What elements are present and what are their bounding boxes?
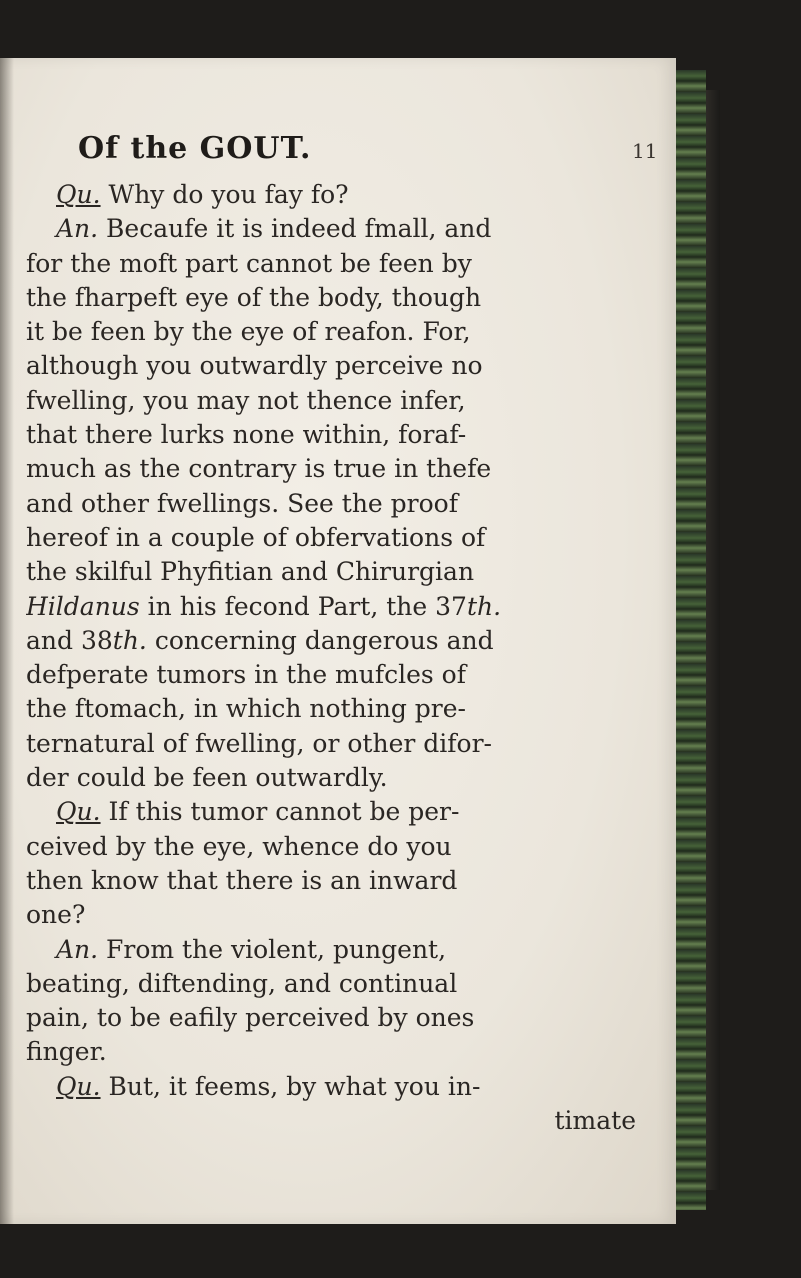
text-line: much as the contrary is true in thefe xyxy=(26,454,492,484)
text-line: the fharpeft eye of the body, though xyxy=(26,282,482,312)
ordinal-suffix: th. xyxy=(112,625,147,655)
line-text: Becaufe it is indeed fmall, and xyxy=(98,214,492,244)
text-line: for the moft part cannot be feen by xyxy=(26,248,472,278)
line-text: and 38 xyxy=(26,625,113,655)
text-line: although you outwardly perceive no xyxy=(26,351,483,381)
text-line xyxy=(26,795,666,829)
text-line: hereof in a couple of obfervations of xyxy=(26,522,486,552)
text-line: pain, to be eafily perceived by ones xyxy=(26,1003,475,1033)
speaker-label: An. xyxy=(56,934,99,964)
catchword: timate xyxy=(554,1106,636,1136)
text-line: ceived by the eye, whence do you xyxy=(26,831,452,861)
line-text: in his fecond Part, the 37 xyxy=(139,591,467,621)
book-cover-edge xyxy=(706,90,720,1190)
text-line: the ftomach, in which nothing pre- xyxy=(26,694,466,724)
text-line: ternatural of fwelling, or other difor- xyxy=(26,728,492,758)
page-header xyxy=(0,131,676,175)
text-line: one? xyxy=(26,900,86,930)
text-line: finger. xyxy=(26,1037,107,1067)
text-line xyxy=(26,212,666,246)
line-text: concerning dangerous and xyxy=(146,625,494,655)
line-text: Why do you fay fo? xyxy=(100,180,349,209)
text-line xyxy=(26,178,666,212)
ordinal-suffix: th. xyxy=(466,591,502,621)
text-line: it be feen by the eye of reafon. For, xyxy=(26,317,471,347)
line-text: From the violent, pungent, xyxy=(98,934,447,964)
author-name: Hildanus xyxy=(26,591,140,621)
line-text: If this tumor cannot be per- xyxy=(100,797,460,827)
text-line xyxy=(26,933,666,967)
page-number: 11 xyxy=(632,139,658,163)
text-line: and other fwellings. See the proof xyxy=(26,488,458,518)
text-line xyxy=(26,590,666,624)
text-line xyxy=(26,624,666,658)
body-text xyxy=(26,178,666,1138)
speaker-label: Qu. xyxy=(56,1071,101,1101)
text-line: defperate tumors in the mufcles of xyxy=(26,660,466,690)
text-line: the skilful Phyfitian and Chirurgian xyxy=(26,557,475,587)
running-head: Of the GOUT. xyxy=(78,131,312,166)
speaker-label: An. xyxy=(56,214,99,244)
text-line: beating, diftending, and continual xyxy=(26,968,458,998)
speaker-label: Qu. xyxy=(56,797,101,827)
text-line: fwelling, you may not thence infer, xyxy=(26,385,466,415)
fore-edge-pages xyxy=(676,70,706,1210)
binding-shadow xyxy=(0,58,14,1224)
text-line: der could be feen outwardly. xyxy=(26,763,388,793)
text-line xyxy=(26,1070,666,1104)
speaker-label: Qu. xyxy=(56,180,101,209)
text-line: then know that there is an inward xyxy=(26,865,458,895)
text-line: that there lurks none within, foraf- xyxy=(26,420,467,450)
line-text: But, it feems, by what you in- xyxy=(100,1071,481,1101)
